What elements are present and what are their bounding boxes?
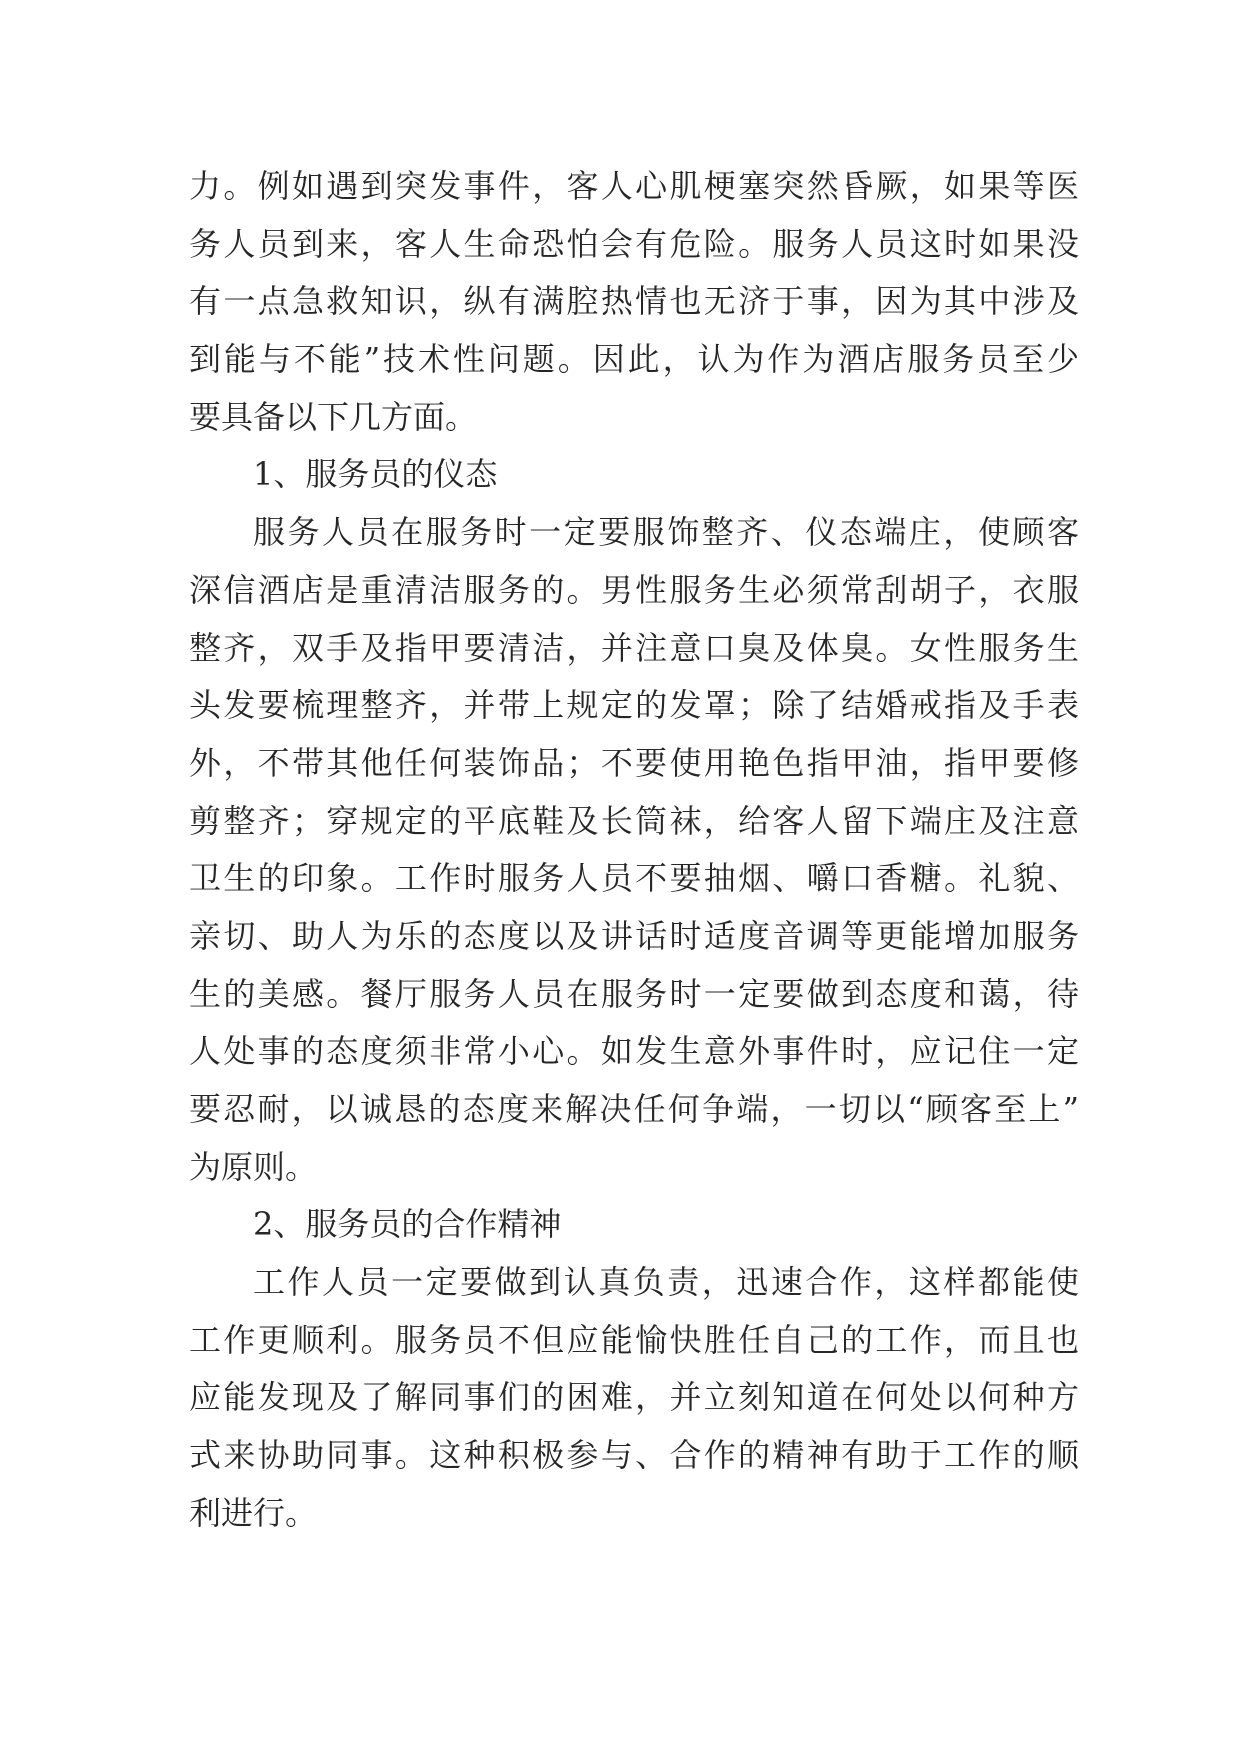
text-line: 生的美感。餐厅服务人员在服务时一定要做到态度和蔼，待: [189, 974, 1079, 1013]
text-line: 卫生的印象。工作时服务人员不要抽烟、嚼口香糖。礼貌、: [189, 859, 1079, 898]
text-line: 头发要梳理整齐，并带上规定的发罩；除了结婚戒指及手表: [189, 686, 1079, 725]
text-line: 剪整齐；穿规定的平底鞋及长筒袜，给客人留下端庄及注意: [189, 801, 1079, 840]
text-line: 要忍耐，以诚恳的态度来解决任何争端，一切以“顾客至上”: [189, 1090, 1079, 1128]
text-line: 服务人员在服务时一定要服饰整齐、仪态端庄，使顾客: [253, 513, 1079, 552]
text-line: 式来协助同事。这种积极参与、合作的精神有助于工作的顺: [189, 1436, 1079, 1475]
text-line: 人处事的态度须非常小心。如发生意外事件时，应记住一定: [189, 1032, 1079, 1071]
text-line: 为原则。: [189, 1147, 318, 1186]
text-line: 到能与不能”技术性问题。因此，认为作为酒店服务员至少: [189, 340, 1079, 379]
section-heading: 1、服务员的仪态: [253, 455, 498, 494]
text-line: 整齐，双手及指甲要清洁，并注意口臭及体臭。女性服务生: [189, 628, 1079, 667]
text-line: 工作人员一定要做到认真负责，迅速合作，这样都能使: [253, 1263, 1079, 1302]
text-line: 应能发现及了解同事们的困难，并立刻知道在何处以何种方: [189, 1378, 1079, 1417]
text-line: 要具备以下几方面。: [189, 397, 478, 436]
text-line: 亲切、助人为乐的态度以及讲话时适度音调等更能增加服务: [189, 916, 1079, 955]
text-line: 力。例如遇到突发事件，客人心肌梗塞突然昏厥，如果等医: [189, 167, 1079, 205]
section-heading: 2、服务员的合作精神: [253, 1205, 562, 1244]
text-line: 深信酒店是重清洁服务的。男性服务生必须常刮胡子，衣服: [189, 570, 1079, 609]
text-line: 外，不带其他任何装饰品；不要使用艳色指甲油，指甲要修: [189, 743, 1079, 782]
text-line: 有一点急救知识，纵有满腔热情也无济于事，因为其中涉及: [189, 282, 1079, 321]
text-line: 务人员到来，客人生命恐怕会有危险。服务人员这时如果没: [189, 224, 1079, 263]
text-line: 工作更顺利。服务员不但应能愉快胜任自己的工作，而且也: [189, 1320, 1079, 1359]
body-text: [189, 158, 1079, 1543]
text-line: 利进行。: [189, 1493, 318, 1532]
